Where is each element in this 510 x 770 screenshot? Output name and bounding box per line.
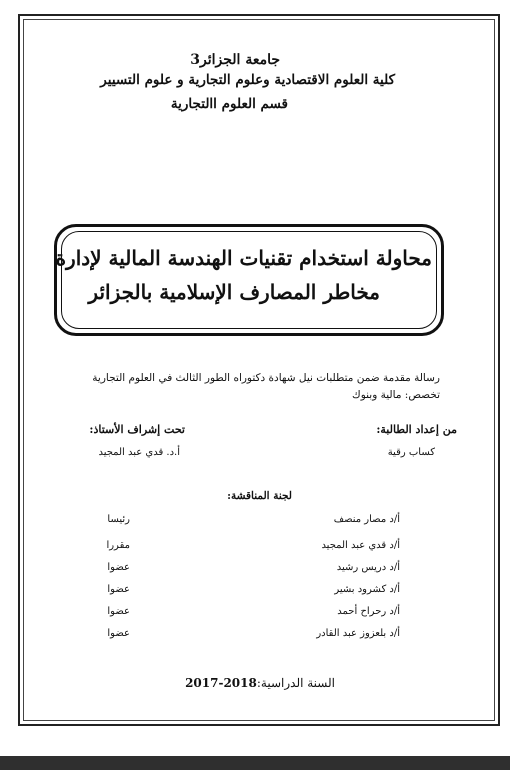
jury-member-role: عضوا (107, 606, 130, 617)
jury-member-role: عضوا (107, 562, 130, 573)
university-name: جامعة الجزائر3 (190, 52, 280, 68)
jury-member-role: عضوا (107, 584, 130, 595)
faculty-name: كلية العلوم الاقتصادية وعلوم التجارية و علوم التسيير (100, 72, 395, 88)
academic-year-label: السنة الدراسية: (256, 676, 335, 690)
jury-member-role: رئيسا (107, 514, 130, 525)
thesis-description: رسالة مقدمة ضمن متطلبات نيل شهادة دكتوراه الطور الثالث في العلوم التجارية (92, 372, 440, 384)
page-border-inner (23, 19, 495, 721)
jury-member-name: أ/د دريس رشيد (336, 562, 400, 573)
student-name: كساب رقية (387, 447, 435, 458)
thesis-title-line-1: محاولة استخدام تقنيات الهندسة المالية لإدارة (55, 246, 432, 270)
jury-member-name: أ/د قدي عبد المجيد (321, 540, 400, 551)
thesis-title-line-2: مخاطر المصارف الإسلامية بالجزائر (88, 280, 380, 304)
student-label: من إعداد الطالبة: (376, 423, 457, 436)
department-name: قسم العلوم االتجارية (170, 96, 288, 112)
jury-member-name: أ/د بلعزوز عبد القادر (316, 628, 400, 639)
specialization: تخصص: مالية وبنوك (352, 389, 440, 401)
supervisor-name: أ.د. قدي عبد المجيد (98, 447, 180, 458)
academic-year-value: 2017-2018 (185, 676, 257, 690)
jury-member-name: أ/د رحراح أحمد (337, 606, 400, 617)
jury-member-name: أ/د مصار منصف (333, 514, 400, 525)
viewer-bottom-bar (0, 756, 510, 770)
jury-member-role: عضوا (107, 628, 130, 639)
jury-heading: لجنة المناقشة: (227, 490, 292, 502)
academic-year (185, 676, 335, 690)
jury-member-role: مقررا (106, 540, 130, 551)
supervisor-label: تحت إشراف الأستاذ: (89, 423, 185, 436)
jury-member-name: أ/د كشرود بشير (334, 584, 400, 595)
